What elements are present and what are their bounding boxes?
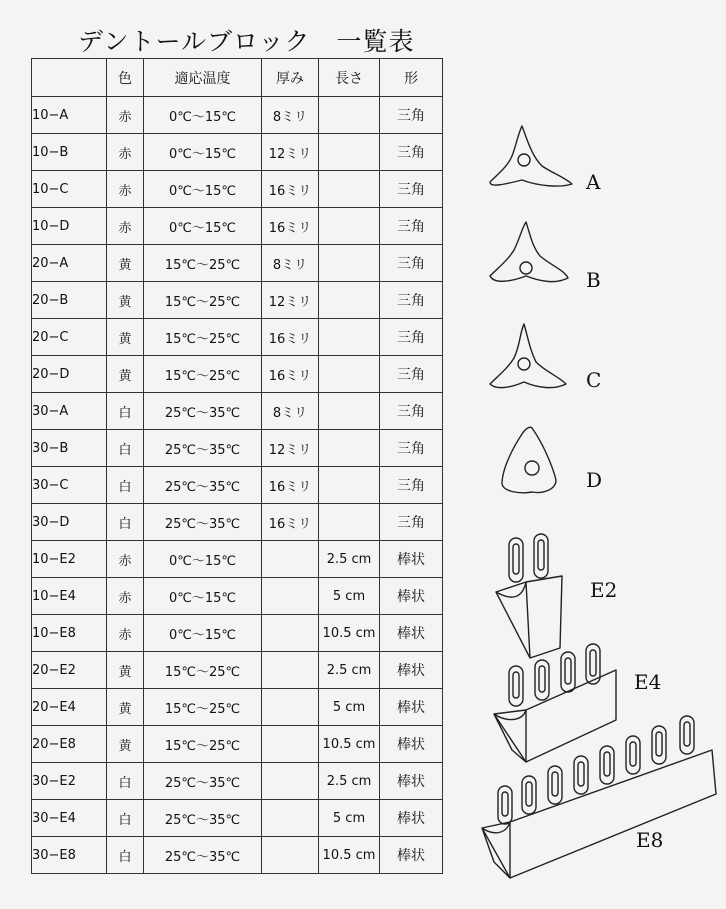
cell-length: 5 cm bbox=[319, 578, 380, 615]
page-title: デントールブロック 一覧表 bbox=[78, 27, 415, 56]
cell-color: 黄 bbox=[107, 245, 144, 282]
cell-shape: 三角 bbox=[380, 504, 443, 541]
cell-length bbox=[319, 356, 380, 393]
cell-color: 白 bbox=[107, 393, 144, 430]
table-row bbox=[32, 282, 443, 319]
cell-thickness: 8ミリ bbox=[262, 245, 319, 282]
cell-temperature: 25℃〜35℃ bbox=[144, 393, 262, 430]
cell-code: 10−E4 bbox=[32, 578, 107, 615]
cell-shape: 三角 bbox=[380, 245, 443, 282]
cell-color: 白 bbox=[107, 467, 144, 504]
cell-code: 30−C bbox=[32, 467, 107, 504]
cell-code: 20−E8 bbox=[32, 726, 107, 763]
cell-code: 10−D bbox=[32, 208, 107, 245]
cell-shape: 三角 bbox=[380, 282, 443, 319]
cell-length: 5 cm bbox=[319, 800, 380, 837]
cell-code: 30−A bbox=[32, 393, 107, 430]
cell-length bbox=[319, 467, 380, 504]
cell-code: 20−A bbox=[32, 245, 107, 282]
cell-length bbox=[319, 393, 380, 430]
block-e4-figure bbox=[494, 644, 616, 762]
cell-color: 赤 bbox=[107, 578, 144, 615]
cell-length: 10.5 cm bbox=[319, 615, 380, 652]
table-row bbox=[32, 208, 443, 245]
figures-drawing bbox=[476, 110, 726, 900]
cell-thickness: 12ミリ bbox=[262, 134, 319, 171]
table-row bbox=[32, 134, 443, 171]
cell-thickness bbox=[262, 800, 319, 837]
cell-code: 10−B bbox=[32, 134, 107, 171]
cell-temperature: 15℃〜25℃ bbox=[144, 319, 262, 356]
cell-thickness: 16ミリ bbox=[262, 319, 319, 356]
cell-length: 2.5 cm bbox=[319, 763, 380, 800]
cell-shape: 三角 bbox=[380, 319, 443, 356]
cell-thickness bbox=[262, 689, 319, 726]
figure-label-c: C bbox=[586, 368, 602, 392]
cell-thickness: 16ミリ bbox=[262, 467, 319, 504]
cell-thickness bbox=[262, 578, 319, 615]
cell-temperature: 0℃〜15℃ bbox=[144, 208, 262, 245]
cell-temperature: 0℃〜15℃ bbox=[144, 97, 262, 134]
table-row bbox=[32, 245, 443, 282]
cell-temperature: 15℃〜25℃ bbox=[144, 356, 262, 393]
cell-thickness: 8ミリ bbox=[262, 393, 319, 430]
cell-thickness bbox=[262, 726, 319, 763]
cell-shape: 棒状 bbox=[380, 763, 443, 800]
cell-shape: 三角 bbox=[380, 393, 443, 430]
cell-length bbox=[319, 430, 380, 467]
cell-shape: 棒状 bbox=[380, 800, 443, 837]
cell-thickness: 12ミリ bbox=[262, 430, 319, 467]
cell-color: 赤 bbox=[107, 97, 144, 134]
cell-shape: 棒状 bbox=[380, 578, 443, 615]
table-row bbox=[32, 615, 443, 652]
cell-code: 10−E8 bbox=[32, 615, 107, 652]
table-row bbox=[32, 356, 443, 393]
cell-temperature: 0℃〜15℃ bbox=[144, 615, 262, 652]
cell-code: 20−C bbox=[32, 319, 107, 356]
cell-length: 10.5 cm bbox=[319, 726, 380, 763]
cell-length bbox=[319, 97, 380, 134]
cell-code: 10−A bbox=[32, 97, 107, 134]
cell-thickness: 12ミリ bbox=[262, 282, 319, 319]
cell-code: 20−E4 bbox=[32, 689, 107, 726]
figure-label-d: D bbox=[586, 468, 603, 492]
cell-temperature: 0℃〜15℃ bbox=[144, 171, 262, 208]
table-row bbox=[32, 689, 443, 726]
table-row bbox=[32, 319, 443, 356]
cell-shape: 棒状 bbox=[380, 541, 443, 578]
table-row bbox=[32, 393, 443, 430]
figure-label-e8: E8 bbox=[636, 828, 664, 852]
cell-code: 30−D bbox=[32, 504, 107, 541]
cell-shape: 三角 bbox=[380, 97, 443, 134]
table-row bbox=[32, 430, 443, 467]
cell-shape: 棒状 bbox=[380, 689, 443, 726]
cell-length: 10.5 cm bbox=[319, 837, 380, 874]
cell-color: 白 bbox=[107, 763, 144, 800]
cell-length bbox=[319, 171, 380, 208]
cell-color: 黄 bbox=[107, 726, 144, 763]
cell-temperature: 15℃〜25℃ bbox=[144, 726, 262, 763]
cell-temperature: 0℃〜15℃ bbox=[144, 134, 262, 171]
table-row bbox=[32, 467, 443, 504]
cell-shape: 棒状 bbox=[380, 615, 443, 652]
cell-code: 20−D bbox=[32, 356, 107, 393]
table-row bbox=[32, 541, 443, 578]
cell-shape: 三角 bbox=[380, 430, 443, 467]
cell-color: 白 bbox=[107, 430, 144, 467]
block-e8-figure bbox=[482, 716, 716, 878]
cell-color: 白 bbox=[107, 504, 144, 541]
figure-label-a: A bbox=[586, 170, 601, 194]
block-c-figure bbox=[490, 324, 566, 388]
cell-length bbox=[319, 504, 380, 541]
block-a-figure bbox=[490, 126, 572, 186]
cell-color: 黄 bbox=[107, 356, 144, 393]
cell-temperature: 25℃〜35℃ bbox=[144, 430, 262, 467]
table-row bbox=[32, 171, 443, 208]
cell-temperature: 0℃〜15℃ bbox=[144, 541, 262, 578]
block-d-figure bbox=[502, 427, 556, 492]
cell-code: 10−C bbox=[32, 171, 107, 208]
cell-shape: 三角 bbox=[380, 134, 443, 171]
cell-color: 赤 bbox=[107, 171, 144, 208]
cell-temperature: 25℃〜35℃ bbox=[144, 837, 262, 874]
table-row bbox=[32, 800, 443, 837]
cell-color: 赤 bbox=[107, 134, 144, 171]
cell-color: 白 bbox=[107, 837, 144, 874]
cell-temperature: 25℃〜35℃ bbox=[144, 467, 262, 504]
cell-code: 20−B bbox=[32, 282, 107, 319]
cell-length bbox=[319, 245, 380, 282]
cell-color: 黄 bbox=[107, 282, 144, 319]
table-row bbox=[32, 763, 443, 800]
cell-thickness bbox=[262, 541, 319, 578]
cell-length: 2.5 cm bbox=[319, 541, 380, 578]
cell-code: 30−B bbox=[32, 430, 107, 467]
cell-temperature: 15℃〜25℃ bbox=[144, 245, 262, 282]
cell-shape: 棒状 bbox=[380, 837, 443, 874]
header-thickness: 厚み bbox=[262, 59, 319, 97]
cell-shape: 三角 bbox=[380, 356, 443, 393]
cell-temperature: 0℃〜15℃ bbox=[144, 578, 262, 615]
block-b-figure bbox=[490, 222, 568, 282]
table-row bbox=[32, 504, 443, 541]
figure-label-e2: E2 bbox=[590, 578, 618, 602]
cell-code: 20−E2 bbox=[32, 652, 107, 689]
cell-temperature: 15℃〜25℃ bbox=[144, 282, 262, 319]
header-code bbox=[32, 59, 107, 97]
cell-color: 赤 bbox=[107, 208, 144, 245]
table-row bbox=[32, 837, 443, 874]
cell-color: 赤 bbox=[107, 541, 144, 578]
cell-temperature: 15℃〜25℃ bbox=[144, 689, 262, 726]
cell-thickness bbox=[262, 837, 319, 874]
cell-thickness: 16ミリ bbox=[262, 504, 319, 541]
cell-shape: 三角 bbox=[380, 208, 443, 245]
shape-figures bbox=[476, 110, 726, 900]
table-row bbox=[32, 726, 443, 763]
cell-thickness: 16ミリ bbox=[262, 208, 319, 245]
cell-code: 30−E4 bbox=[32, 800, 107, 837]
cell-shape: 三角 bbox=[380, 467, 443, 504]
cell-code: 10−E2 bbox=[32, 541, 107, 578]
cell-thickness: 16ミリ bbox=[262, 171, 319, 208]
cell-thickness: 16ミリ bbox=[262, 356, 319, 393]
block-e2-figure bbox=[496, 534, 562, 658]
cell-shape: 棒状 bbox=[380, 726, 443, 763]
cell-color: 黄 bbox=[107, 689, 144, 726]
cell-color: 黄 bbox=[107, 652, 144, 689]
cell-length bbox=[319, 319, 380, 356]
table-row bbox=[32, 578, 443, 615]
cell-temperature: 25℃〜35℃ bbox=[144, 763, 262, 800]
cell-thickness bbox=[262, 763, 319, 800]
cell-thickness bbox=[262, 652, 319, 689]
cell-length: 2.5 cm bbox=[319, 652, 380, 689]
cell-color: 赤 bbox=[107, 615, 144, 652]
header-temperature: 適応温度 bbox=[144, 59, 262, 97]
cell-shape: 三角 bbox=[380, 171, 443, 208]
cell-color: 黄 bbox=[107, 319, 144, 356]
cell-length bbox=[319, 134, 380, 171]
cell-color: 白 bbox=[107, 800, 144, 837]
cell-length bbox=[319, 208, 380, 245]
cell-thickness: 8ミリ bbox=[262, 97, 319, 134]
figure-label-b: B bbox=[586, 268, 601, 292]
header-shape: 形 bbox=[380, 59, 443, 97]
table-row bbox=[32, 97, 443, 134]
cell-temperature: 25℃〜35℃ bbox=[144, 504, 262, 541]
spec-table bbox=[31, 58, 443, 874]
cell-temperature: 15℃〜25℃ bbox=[144, 652, 262, 689]
cell-code: 30−E8 bbox=[32, 837, 107, 874]
cell-temperature: 25℃〜35℃ bbox=[144, 800, 262, 837]
table-header-row bbox=[32, 59, 443, 97]
header-length: 長さ bbox=[319, 59, 380, 97]
cell-thickness bbox=[262, 615, 319, 652]
cell-code: 30−E2 bbox=[32, 763, 107, 800]
header-color: 色 bbox=[107, 59, 144, 97]
figure-label-e4: E4 bbox=[634, 670, 662, 694]
table-row bbox=[32, 652, 443, 689]
cell-length bbox=[319, 282, 380, 319]
cell-shape: 棒状 bbox=[380, 652, 443, 689]
cell-length: 5 cm bbox=[319, 689, 380, 726]
